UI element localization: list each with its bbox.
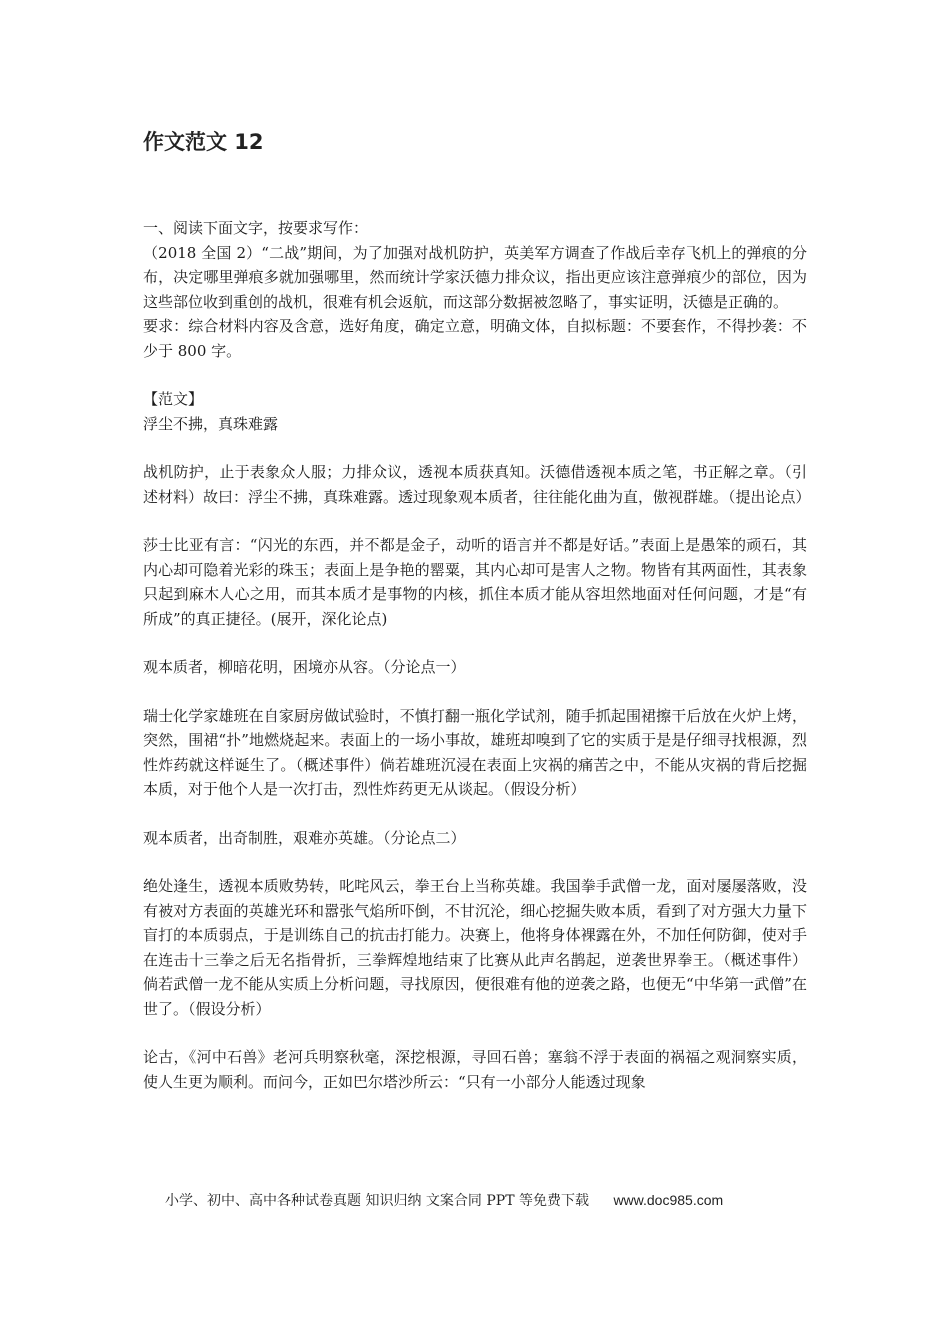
footer-text: 小学、初中、高中各种试卷真题 知识归纳 文案合同 PPT 等免费下载 <box>165 1193 589 1209</box>
paragraph: 战机防护，止于表象众人服；力排众议，透视本质获真知。沃德借透视本质之笔，书正解之章。（引述材料）故曰：浮尘不拂，真珠难露。透过现象观本质者，往往能化曲为直，傲视群雄。（提出论点） <box>143 463 811 506</box>
paragraph: 莎士比亚有言：“闪光的东西，并不都是金子，动听的语言并不都是好话。”表面上是愚笨的顽石，其内心却可隐着光彩的珠玉；表面上是争艳的罂粟，其内心却可是害人之物。物皆有其两面性，其表象只起到麻木人心之用，而其本质才是事物的内核，抓住本质才能从容坦然地面对任何问题，才是“有所成”的真正捷径。(展开，深化论点) <box>143 536 807 628</box>
document-body <box>143 216 811 1094</box>
paragraph: 浮尘不拂，真珠难露 <box>143 414 279 433</box>
paragraph: 瑞士化学家雄班在自家厨房做试验时，不慎打翻一瓶化学试剂，随手抓起围裙擦干后放在火炉上烤，突然，围裙“扑”地燃烧起来。表面上的一场小事故，雄班却嗅到了它的实质于是是仔细寻找根源，烈性炸药就这样诞生了。（概述事件）倘若雄班沉浸在表面上灾祸的痛苦之中，不能从灾祸的背后挖掘本质，对于他个人是一次打击，烈性炸药更无从谈起。（假设分析） <box>143 706 807 798</box>
paragraph: 绝处逢生，透视本质败势转，叱咤风云，拳王台上当称英雄。我国拳手武僧一龙，面对屡屡落败，没有被对方表面的英雄光环和嚣张气焰所吓倒，不甘沉沦，细心挖掘失败本质，看到了对方强大力量下盲打的本质弱点，于是训练自己的抗击打能力。决赛上，他将身体裸露在外，不加任何防御，使对手在连击十三拳之后无名指骨折，三拳辉煌地结束了比赛从此声名鹊起，逆袭世界拳王。（概述事件）倘若武僧一龙不能从实质上分析问题，寻找原因，便很难有他的逆袭之路，也便无“中华第一武僧”在世了。（假设分析） <box>143 877 807 1018</box>
paragraph: 一、阅读下面文字，按要求写作： <box>143 219 369 237</box>
footer-url[interactable]: www.doc985.com <box>613 1192 724 1208</box>
paragraph-gap <box>143 802 807 826</box>
paragraph-gap <box>143 680 807 704</box>
paragraph: 要求：综合材料内容及含意，选好角度，确定立意，明确文体，自拟标题：不要套作，不得抄袭：不少于 800 字。 <box>143 317 807 360</box>
paragraph-gap <box>143 436 807 460</box>
paragraph: （2018 全国 2）“二战”期间，为了加强对战机防护，英美军方调查了作战后幸存飞机上的弹痕的分布，决定哪里弹痕多就加强哪里，然而统计学家沃德力排众议，指出更应该注意弹痕少的部位，因为这些部位收到重创的战机，很难有机会返航，而这部分数据被忽略了，事实证明，沃德是正确的。 <box>143 243 807 311</box>
paragraph: 【范文】 <box>143 390 204 408</box>
page-footer <box>165 1190 723 1210</box>
paragraph: 观本质者，出奇制胜，艰难亦英雄。（分论点二） <box>143 828 466 847</box>
document-title: 作文范文 12 <box>143 130 264 154</box>
paragraph-gap <box>143 363 807 387</box>
paragraph: 观本质者，柳暗花明，困境亦从容。（分论点一） <box>143 658 466 676</box>
paragraph-gap <box>143 631 807 655</box>
paragraph-gap <box>143 1021 807 1045</box>
paragraph-gap <box>143 850 807 874</box>
paragraph: 论古，《河中石兽》老河兵明察秋毫，深挖根源，寻回石兽；塞翁不浮于表面的祸福之观洞察实质，使人生更为顺利。而问今，正如巴尔塔沙所云：“只有一小部分人能透过现象 <box>143 1048 807 1091</box>
paragraph-gap <box>143 509 807 533</box>
